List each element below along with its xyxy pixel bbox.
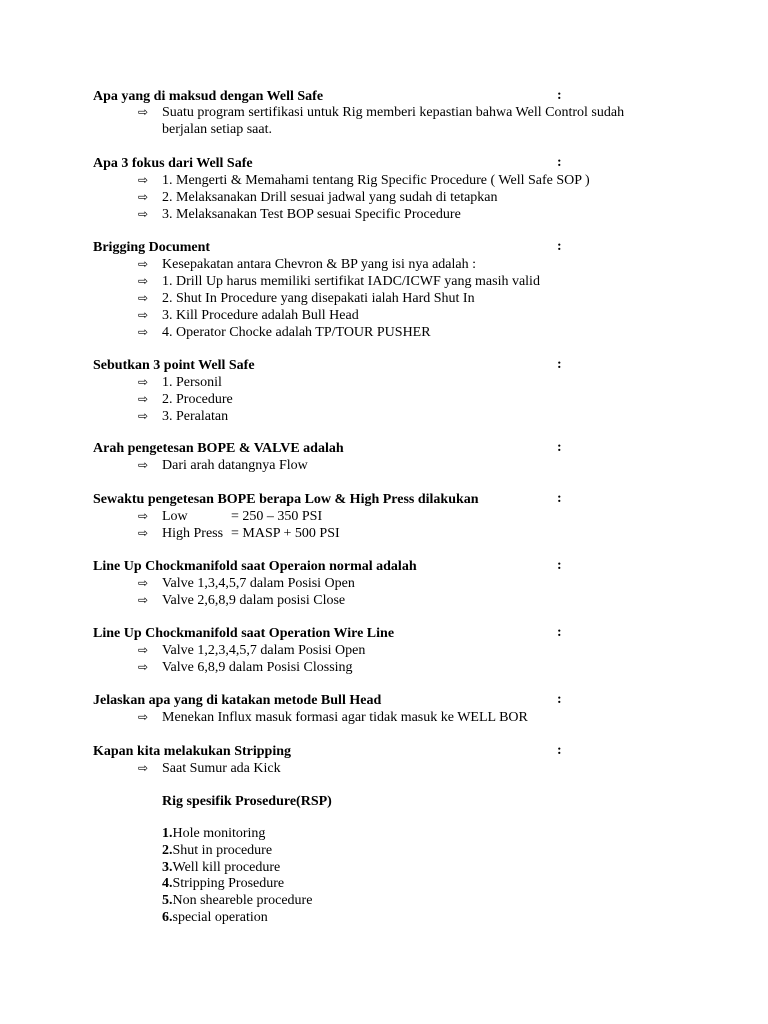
list-item: ⇨ Low = 250 – 350 PSI (138, 509, 323, 524)
list-item: ⇨ 2. Melaksanakan Drill sesuai jadwal yang sudah di tetapkan (138, 190, 498, 205)
section-colon: : (557, 692, 562, 707)
section-question: Line Up Chockmanifold saat Operaion normal adalah (93, 559, 417, 574)
section-answers (138, 760, 658, 777)
section-answers (138, 374, 658, 425)
section-question: Brigging Document (93, 240, 211, 255)
section-answers (138, 104, 658, 138)
list-item: ⇨ 4. Operator Chocke adalah TP/TOUR PUSHER (138, 325, 431, 340)
section-colon: : (557, 239, 562, 254)
list-item: ⇨ 3. Peralatan (138, 409, 229, 424)
section-question: Line Up Chockmanifold saat Operation Wire Line (93, 626, 395, 641)
section-colon: : (557, 625, 562, 640)
outline-right-arrow-icon: ⇨ (138, 643, 149, 657)
list-item: ⇨ 1. Personil (138, 375, 222, 390)
outline-right-arrow-icon: ⇨ (138, 325, 149, 339)
section-colon: : (557, 88, 562, 103)
outline-right-arrow-icon: ⇨ (138, 257, 149, 271)
section-colon: : (557, 440, 562, 455)
list-item: ⇨ Valve 1,3,4,5,7 dalam Posisi Open (138, 576, 355, 591)
list-item: ⇨ 3. Kill Procedure adalah Bull Head (138, 308, 359, 323)
outline-right-arrow-icon: ⇨ (138, 526, 149, 540)
list-item: ⇨ Dari arah datangnya Flow (138, 458, 308, 473)
outline-right-arrow-icon: ⇨ (138, 576, 149, 590)
list-item: ⇨ Suatu program sertifikasi untuk Rig memberi kepastian bahwa Well Control sudah berjalan setiap saat. (138, 105, 625, 137)
section-answers (138, 508, 658, 542)
section-answers (138, 709, 658, 726)
rsp-item: 6.special operation (162, 909, 268, 925)
section-answers (138, 575, 658, 609)
outline-right-arrow-icon: ⇨ (138, 375, 149, 389)
section-answers (138, 172, 658, 223)
outline-right-arrow-icon: ⇨ (138, 761, 149, 775)
outline-right-arrow-icon: ⇨ (138, 710, 149, 724)
outline-right-arrow-icon: ⇨ (138, 274, 149, 288)
section-colon: : (557, 155, 562, 170)
outline-right-arrow-icon: ⇨ (138, 173, 149, 187)
list-item: ⇨ Saat Sumur ada Kick (138, 761, 281, 776)
rsp-item: 1.Hole monitoring (162, 826, 266, 841)
list-item: ⇨ 2. Procedure (138, 392, 233, 407)
section-question: Apa 3 fokus dari Well Safe (93, 156, 253, 171)
section-question: Kapan kita melakukan Stripping (93, 744, 292, 759)
section-colon: : (557, 558, 562, 573)
outline-right-arrow-icon: ⇨ (138, 105, 149, 119)
section-question: Jelaskan apa yang di katakan metode Bull Head (93, 693, 382, 708)
section-question: Sewaktu pengetesan BOPE berapa Low & High Press dilakukan (93, 492, 479, 507)
section-answers (138, 256, 658, 341)
outline-right-arrow-icon: ⇨ (138, 509, 149, 523)
section-colon: : (557, 357, 562, 372)
rsp-item: 5.Non sheareble procedure (162, 893, 313, 909)
outline-right-arrow-icon: ⇨ (138, 409, 149, 423)
rsp-item: 4.Stripping Prosedure (162, 876, 285, 892)
list-item: ⇨ Kesepakatan antara Chevron & BP yang isi nya adalah : (138, 257, 476, 272)
outline-right-arrow-icon: ⇨ (138, 207, 149, 221)
list-item: ⇨ 1. Mengerti & Memahami tentang Rig Specific Procedure ( Well Safe SOP ) (138, 173, 590, 188)
list-item: ⇨ 2. Shut In Procedure yang disepakati ialah Hard Shut In (138, 291, 475, 306)
list-item: ⇨ Valve 1,2,3,4,5,7 dalam Posisi Open (138, 643, 366, 658)
rsp-item: 3.Well kill procedure (162, 859, 281, 875)
section-answers (138, 642, 658, 676)
section-question: Arah pengetesan BOPE & VALVE adalah (93, 441, 344, 456)
outline-right-arrow-icon: ⇨ (138, 593, 149, 607)
outline-right-arrow-icon: ⇨ (138, 392, 149, 406)
outline-right-arrow-icon: ⇨ (138, 291, 149, 305)
outline-right-arrow-icon: ⇨ (138, 308, 149, 322)
section-answers (138, 457, 658, 474)
section-question: Apa yang di maksud dengan Well Safe (93, 89, 324, 104)
list-item: ⇨ 3. Melaksanakan Test BOP sesuai Specific Procedure (138, 207, 461, 222)
outline-right-arrow-icon: ⇨ (138, 660, 149, 674)
rsp-item: 2.Shut in procedure (162, 842, 273, 858)
section-question: Sebutkan 3 point Well Safe (93, 358, 255, 373)
rsp-list (162, 826, 312, 927)
outline-right-arrow-icon: ⇨ (138, 190, 149, 204)
rsp-title: Rig spesifik Prosedure(RSP) (162, 794, 332, 809)
list-item: ⇨ 1. Drill Up harus memiliki sertifikat IADC/ICWF yang masih valid (138, 274, 540, 289)
list-item: ⇨ Valve 6,8,9 dalam Posisi Clossing (138, 660, 353, 675)
section-colon: : (557, 743, 562, 758)
outline-right-arrow-icon: ⇨ (138, 458, 149, 472)
section-colon: : (557, 491, 562, 506)
list-item: ⇨ High Press = MASP + 500 PSI (138, 526, 340, 541)
list-item: ⇨ Menekan Influx masuk formasi agar tidak masuk ke WELL BOR (138, 710, 528, 725)
list-item: ⇨ Valve 2,6,8,9 dalam posisi Close (138, 593, 346, 608)
